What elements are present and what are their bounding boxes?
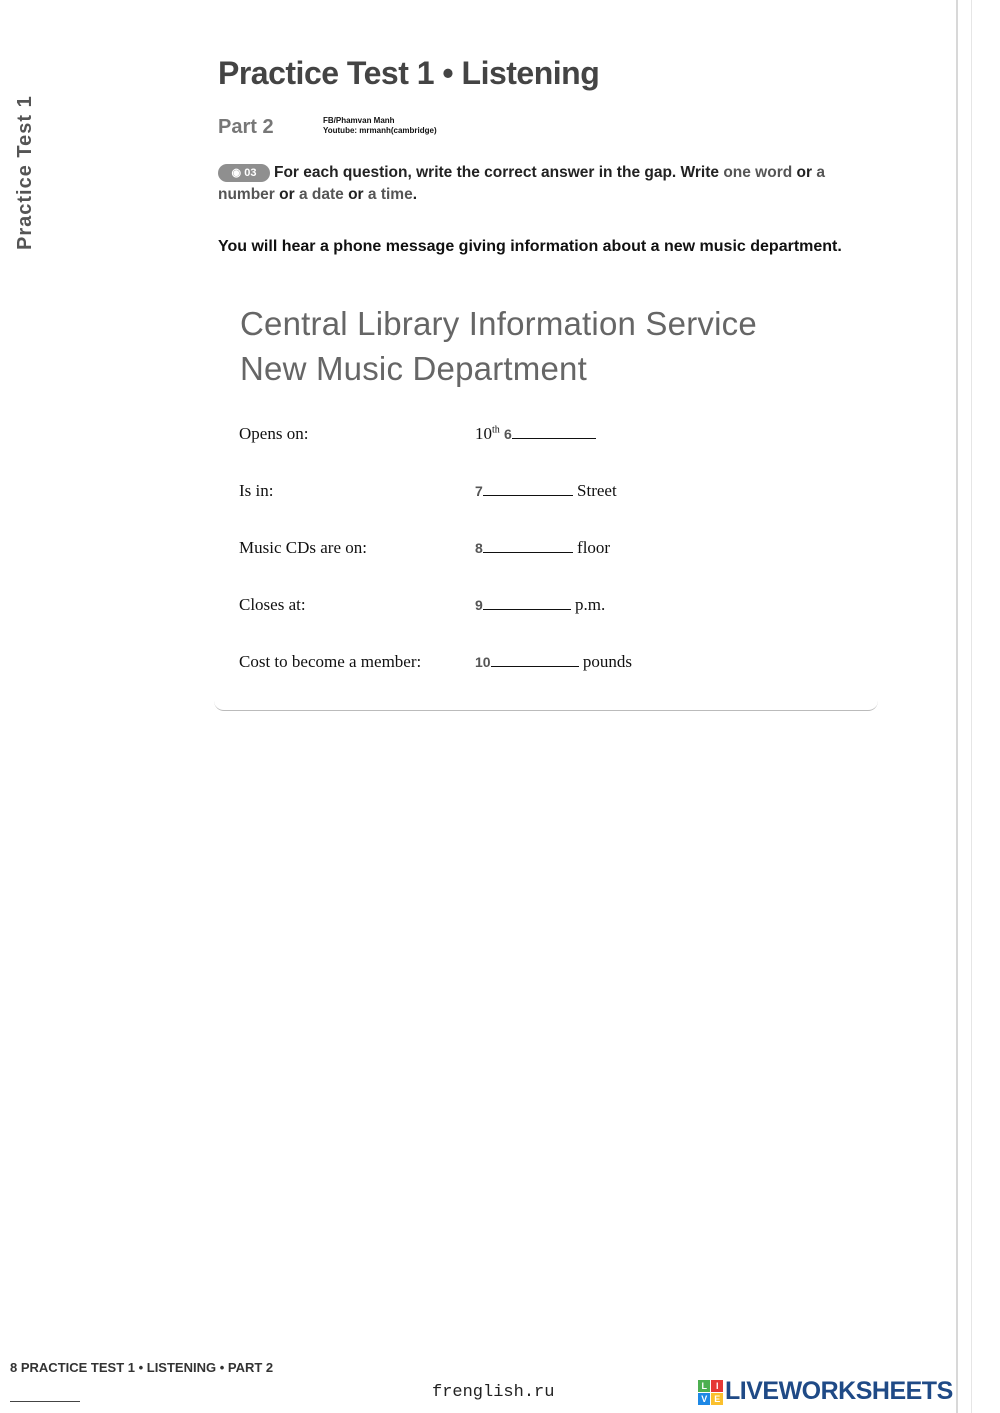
question-label: Cost to become a member: <box>239 652 422 671</box>
liveworksheets-icon: L I V E <box>698 1380 723 1405</box>
footer-rule <box>10 1401 80 1402</box>
scenario-text: You will hear a phone message giving information about a new music department. <box>218 238 842 255</box>
answer-suffix: pounds <box>582 652 632 671</box>
instruction-text-b: or <box>792 164 817 181</box>
notes-heading-2: New Music Department <box>240 350 587 387</box>
question-row-8 <box>239 538 859 562</box>
answer-prefix-suffix: th <box>492 424 500 436</box>
liveworksheets-wordmark: LIVEWORKSHEETS <box>725 1377 953 1405</box>
liveworksheets-logo <box>698 1377 953 1406</box>
part-heading: Part 2 <box>218 116 274 138</box>
answer-gap-8[interactable] <box>483 538 573 553</box>
question-number: 10 <box>475 654 491 670</box>
instruction-text-c: or <box>274 186 299 203</box>
instruction-text-a: For each question, write the correct answer in the gap. Write <box>274 164 724 181</box>
instruction-a-number: a number <box>218 164 825 203</box>
page-footer <box>10 1360 273 1375</box>
answer-suffix: p.m. <box>575 595 606 614</box>
notes-heading-1: Central Library Information Service <box>240 305 757 342</box>
running-title: PRACTICE TEST 1 • LISTENING • PART 2 <box>20 1360 274 1375</box>
question-number: 8 <box>475 540 483 556</box>
instruction-text-d: or <box>343 186 368 203</box>
answer-suffix: floor <box>577 538 611 557</box>
instruction <box>218 162 858 206</box>
question-number: 7 <box>475 483 483 499</box>
source-site: frenglish.ru <box>432 1383 555 1402</box>
track-number: 03 <box>244 166 257 179</box>
instruction-text-e: . <box>412 186 418 203</box>
question-number: 6 <box>504 426 512 442</box>
answer-area <box>475 595 605 615</box>
question-row-10 <box>239 652 859 676</box>
instruction-one-word: one word <box>723 164 793 181</box>
page-edge-shadow <box>971 0 972 1413</box>
answer-area <box>475 424 596 444</box>
question-row-9 <box>239 595 859 619</box>
instruction-a-time: a time <box>367 186 413 203</box>
instruction-a-date: a date <box>298 186 344 203</box>
question-row-7 <box>239 481 859 505</box>
answer-gap-10[interactable] <box>491 652 579 667</box>
answer-area <box>475 652 632 672</box>
side-label: Practice Test 1 <box>14 95 36 250</box>
question-label: Closes at: <box>239 595 306 614</box>
question-label: Is in: <box>239 481 274 500</box>
credit-line-1: FB/Phamvan Manh <box>323 116 395 125</box>
question-row-6 <box>239 424 859 448</box>
answer-area <box>475 538 610 558</box>
answer-suffix: Street <box>577 481 617 500</box>
question-number: 9 <box>475 597 483 613</box>
credit-line-2: Youtube: mrmanh(cambridge) <box>323 126 437 135</box>
answer-area <box>475 481 617 501</box>
question-label: Music CDs are on: <box>239 538 367 557</box>
page-edge <box>956 0 958 1413</box>
answer-gap-6[interactable] <box>512 424 596 439</box>
question-label: Opens on: <box>239 424 309 443</box>
answer-gap-9[interactable] <box>483 595 571 610</box>
credit <box>323 116 437 136</box>
answer-prefix: 10 <box>475 424 492 443</box>
page-number: 8 <box>10 1360 18 1375</box>
answer-gap-7[interactable] <box>483 481 573 496</box>
page-title: Practice Test 1 • Listening <box>218 55 600 91</box>
audio-track-icon[interactable]: ◉ 03 <box>218 164 270 182</box>
